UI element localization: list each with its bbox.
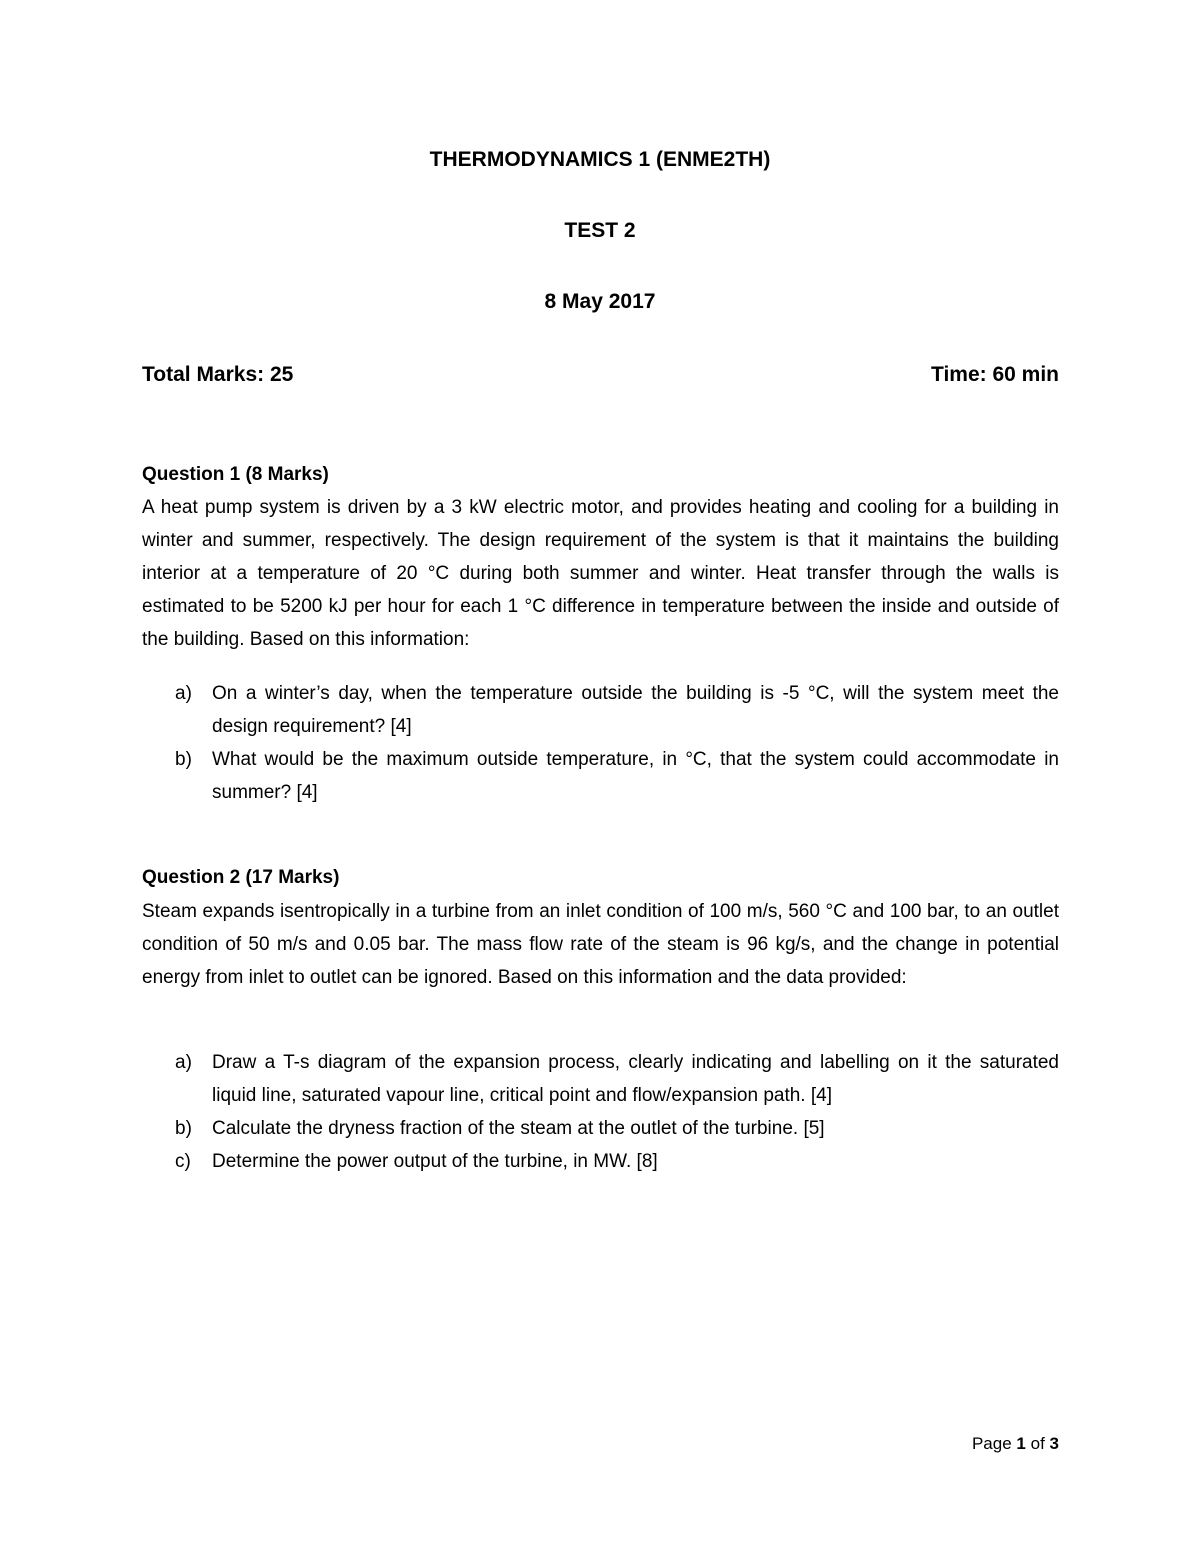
question-1-parts (142, 677, 1059, 809)
part-text: Calculate the dryness fraction of the steam at the outlet of the turbine. [5] (212, 1118, 825, 1139)
part-text: Draw a T-s diagram of the expansion process, clearly indicating and labelling on it the saturated liquid line, saturated vapour line, critical point and flow/expansion path. [4] (212, 1052, 1059, 1106)
question-2-parts (142, 1046, 1059, 1178)
page-number (972, 1432, 1059, 1456)
question-2-heading: Question 2 (17 Marks) (142, 867, 340, 888)
page-current: 1 (1016, 1434, 1026, 1453)
page-total: 3 (1049, 1434, 1059, 1453)
part-marker: a) (175, 1052, 192, 1073)
time-allowed: Time: 60 min (931, 363, 1059, 386)
question-1-body: A heat pump system is driven by a 3 kW electric motor, and provides heating and cooling for a building in winter and summer, respectively. The design requirement of the system is that it maintains the building interior at a temperature of 20 °C during both summer and winter. Heat transfer through the walls is estimated to be 5200 kJ per hour for each 1 °C difference in temperature between the inside and outside of the building. Based on this information: (142, 497, 1059, 650)
question-2-body: Steam expands isentropically in a turbine from an inlet condition of 100 m/s, 560 °C and 100 bar, to an outlet condition of 50 m/s and 0.05 bar. The mass flow rate of the steam is 96 kg/s, and the change in potential energy from inlet to outlet can be ignored. Based on this information and the data provided: (142, 901, 1059, 988)
marks-time-row (142, 360, 1059, 390)
test-name: TEST 2 (564, 219, 636, 242)
list-item (142, 1046, 1059, 1112)
list-item (142, 1112, 1059, 1145)
question-1-heading: Question 1 (8 Marks) (142, 464, 329, 485)
part-marker: a) (175, 683, 192, 704)
list-item (142, 677, 1059, 743)
part-text: On a winter’s day, when the temperature outside the building is -5 °C, will the system meet the design requirement? [4] (212, 683, 1059, 737)
total-marks: Total Marks: 25 (142, 363, 294, 386)
of-word: of (1030, 1434, 1045, 1453)
part-marker: b) (175, 749, 192, 770)
list-item (142, 1145, 1059, 1178)
course-title: THERMODYNAMICS 1 (ENME2TH) (429, 148, 771, 171)
test-date: 8 May 2017 (544, 290, 656, 313)
list-item (142, 743, 1059, 809)
part-text: What would be the maximum outside temperature, in °C, that the system could accommodate in summer? [4] (212, 749, 1059, 803)
part-text: Determine the power output of the turbine, in MW. [8] (212, 1151, 658, 1172)
part-marker: c) (175, 1151, 191, 1172)
page-word: Page (971, 1434, 1012, 1453)
part-marker: b) (175, 1118, 192, 1139)
